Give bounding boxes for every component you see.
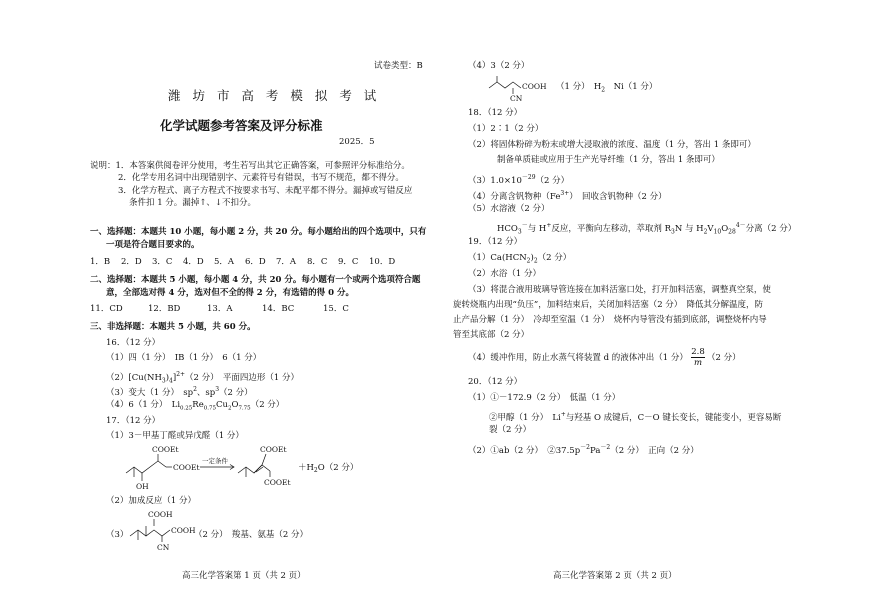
q19-answer-3-line3: 止产品分解（1 分） 冷却至室温（1 分） 烧杯内导管没有插到底部，调整烧杯内导 [453,315,767,325]
answer-12: 12．BD [148,304,181,314]
q20-answer-2: （2）①ab（2 分） $②37.5p^{-2}Pa^{-2}(2$ 分） 正向（2 分） [468,444,699,456]
q18-answer-5b: $HCO_3^-$与 H+反应，平衡向左移动，萃取剂 $R_3N$ 与 $H_2V_{10}O_{28}^{4-}$分离（2 分） [497,222,797,236]
doc-date: 2025．5 [339,137,375,147]
q19-answer-3-line1: （3）将混合液用玻璃导管连接在加料活塞口处，打开加料活塞，调整真空泵，使 [468,285,771,295]
q20-answer-1c: 裂（2 分） [489,425,532,435]
q17-answer-1: （1）3－甲基丁醛或异戊醛（1 分） [106,431,244,441]
answer-13: 13．A [207,304,233,314]
cooh-top: COOH [148,510,173,519]
q18-answer-2b: 制备单质硅或应用于生产光导纤维（1 分，答出 1 条即可） [497,155,720,165]
q19-answer-4: （4）缓冲作用，防止水蒸气将装置 d 的液体冲出（1 分） [468,353,688,363]
q17-reaction-equation [120,443,360,495]
answer-9: 9．C [338,257,359,267]
q18-answer-5: （5）水溶液（2 分） [468,204,550,214]
answer-10: 10．D [369,257,396,267]
cn-group: CN [157,543,170,552]
answer-6: 6．D [245,257,266,267]
q18-answer-1: （1）2∶1（2 分） [468,124,544,134]
q18-answer-3: $(3)1.0\times 10^{-29}(2$ 分） [468,174,570,186]
note-1: 说明：1．本答案供阅卷评分使用，考生若写出其它正确答案，可参照评分标准给分。 [90,161,410,171]
q16-4-structure [485,72,555,102]
q19-answer-1: $(1)Ca(HCN_2)_2(2$ 分） [468,253,572,265]
q18-answer-4: （4）分离含钒物种$(Fe^{3+})$ 回收含钒物种（2 分） [468,190,667,202]
q19-answer-3-line4: 管至其底部（2 分） [453,330,530,340]
q17-number: 17．（12 分） [106,416,161,426]
q16-answer-2: $(2)[Cu(NH_3)_4]^{2+}(2$ 分） 平面四边形（1 分） [106,371,300,385]
q16-4-tail: （1 分） $H_2$ Ni（1 分） [556,82,658,94]
footer-right: 高三化学答案第 2 页（共 2 页） [553,571,677,581]
section2-heading-2: 意，全部选对得 4 分，选对但不全的得 2 分，有选错的得 0 分。 [106,288,355,298]
note-3: 3．化学方程式、离子方程式不按要求书写、未配平都不得分。漏掉或写错反应 [118,186,413,196]
q16-4-answer: （4）3（2 分） [468,61,530,71]
section3-heading: 三、非选择题：本题共 5 小题，共 60 分。 [90,322,256,332]
cooh-right: COOH [171,526,196,535]
right-page [435,0,870,611]
product-cooet-bottom: COOEt [264,478,291,487]
answer-7: 7．A [276,257,297,267]
section1-heading-2: 一项是符合题目要求的。 [106,240,200,250]
footer-left: 高三化学答案第 1 页（共 2 页） [182,571,306,581]
q19-number: 19．（12 分） [468,237,523,247]
q19-answer-4-score: （2 分） [707,353,741,363]
q17-answer-3-tail: （2 分） 羧基、氨基（2 分） [194,530,308,540]
doc-title: 化学试题参考答案及评分标准 [160,118,323,133]
q17-answer-3-structure [126,508,196,552]
reaction-condition: 一定条件 [202,457,228,465]
answer-3: 3．C [152,257,173,267]
answer-15: 15．C [323,304,349,314]
q20-number: 20．（12 分） [468,377,523,387]
fraction-denominator: m [691,357,705,368]
q19-fraction [691,347,705,368]
q18-number: 18．（12 分） [468,108,523,118]
answer-8: 8．C [307,257,328,267]
reactant-cooet-right: COOEt [173,463,200,472]
paper-type: 试卷类型：B [374,61,423,71]
q19-answer-3-line2: 旋转烧瓶内出现“负压”，加料结束后，关闭加料活塞（2 分） 降低其分解温度，防 [453,300,764,310]
cn-group: CN [510,94,523,103]
answer-5: 5．A [214,257,235,267]
q16-answer-3: （3）变大（1 分） $sp^2$、$sp^3(2$ 分） [106,386,253,398]
q16-number: 16．（12 分） [106,338,161,348]
answer-2: 2．D [121,257,142,267]
q18-answer-2a: （2）将固体粉碎为粉末或增大浸取液的浓度、温度（1 分，答出 1 条即可） [468,140,756,150]
answer-11: 11．CD [90,304,123,314]
q20-answer-1b: ②甲醇（1 分） Li+与羟基 O 成键后，C－O 键长变长，键能变小，更容易断 [489,411,782,423]
answer-14: 14．BC [262,304,295,314]
section1-heading: 一、选择题：本题共 10 小题，每小题 2 分，共 20 分。每小题给出的四个选项中，只有 [90,227,427,237]
note-4: 条件扣 1 分。漏掉↑、↓不扣分。 [129,198,257,208]
q16-answer-1: （1）四（1 分） IB（1 分） 6（1 分） [106,353,262,363]
section2-heading: 二、选择题：本题共 5 小题，每小题 4 分，共 20 分。每小题有一个或两个选项符合题 [90,275,421,285]
q16-answer-4: （4）6（1 分） $Li_{0.25}Re_{0.75}Cu_2O_{7.75}(2$ 分） [106,400,285,412]
fraction-numerator: 2.8 [691,347,705,357]
cooh-group: COOH [522,82,547,91]
water-product: $+H_2O(2$ 分） [298,463,359,474]
note-2: 2．化学专用名词中出现错别字、元素符号有错误，书写不规范，都不得分。 [118,173,404,183]
reactant-oh: OH [136,482,149,491]
exam-title: 潍 坊 市 高 考 模 拟 考 试 [168,88,381,103]
answer-1: 1．B [90,257,111,267]
answer-4: 4．D [183,257,204,267]
q19-answer-2: （2）水浴（1 分） [468,269,542,279]
q17-answer-3-label: （3） [106,530,129,540]
product-cooet-top: COOEt [260,445,287,454]
reactant-cooet-top: COOEt [152,445,179,454]
q20-answer-1: （1）①－172.9（2 分） 低温（1 分） [468,393,621,403]
q17-answer-2: （2）加成反应（1 分） [106,496,197,506]
